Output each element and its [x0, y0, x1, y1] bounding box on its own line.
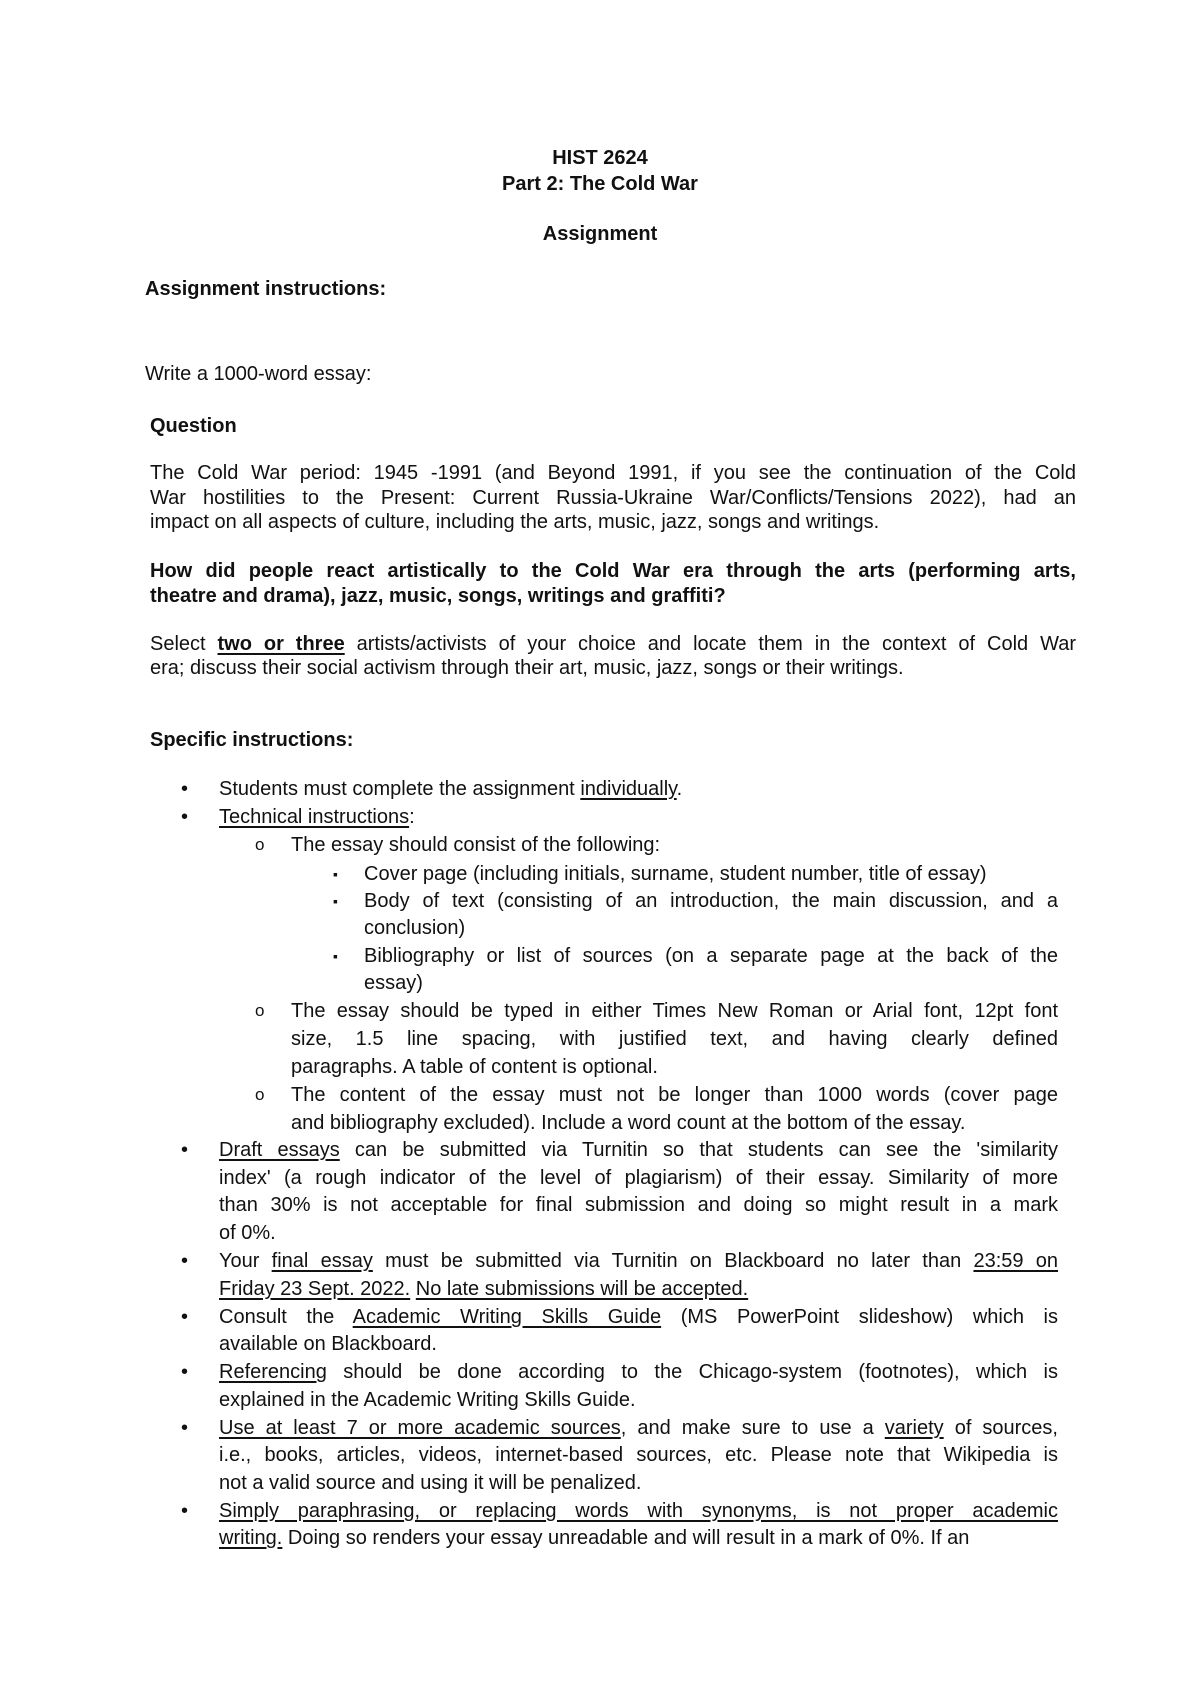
course-code: HIST 2624	[552, 147, 648, 169]
bullet-item: Students must complete the assignment individually.	[219, 778, 683, 800]
bullet-item: i.e., books, articles, videos, internet-based sources, etc. Please note that Wikipedia is	[219, 1444, 1058, 1466]
square-bullet-item: conclusion)	[364, 917, 466, 939]
sub-bullet-item: The content of the essay must not be longer than 1000 words (cover page	[291, 1084, 1058, 1106]
instructions-heading: Assignment instructions:	[145, 278, 387, 300]
document-type: Assignment	[542, 223, 658, 245]
bullet-marker	[181, 1138, 188, 1162]
sub-bullet-item: paragraphs. A table of content is optional.	[291, 1056, 658, 1078]
square-bullet-item: Bibliography or list of sources (on a separate page at the back of the	[364, 945, 1058, 967]
bullet-item: Use at least 7 or more academic sources, and make sure to use a variety of sources,	[219, 1417, 1058, 1439]
sub-bullet-marker	[255, 999, 264, 1023]
square-bullet-marker	[333, 944, 338, 968]
bullet-item: of 0%.	[219, 1222, 276, 1244]
sub-bullet-marker	[255, 1083, 264, 1107]
select-post: artists/activists of your choice and locate them in the context of Cold War	[344, 633, 1076, 655]
part-title: Part 2: The Cold War	[502, 173, 698, 195]
square-bullet-marker	[333, 889, 338, 913]
select-pre: Select	[150, 633, 218, 655]
question-heading: Question	[150, 415, 237, 437]
question-prompt-line: theatre and drama), jazz, music, songs, writings and graffiti?	[150, 585, 726, 607]
square-bullet-item: essay)	[364, 972, 423, 994]
sub-bullet-item: The essay should be typed in either Times New Roman or Arial font, 12pt font	[291, 1000, 1058, 1022]
question-paragraph-line: The Cold War period: 1945 -1991 (and Beyond 1991, if you see the continuation of the Cold	[150, 462, 1076, 484]
bullet-item: index' (a rough indicator of the level of plagiarism) of their essay. Similarity of more	[219, 1167, 1058, 1189]
technical-instructions-text: Technical instructions	[219, 806, 410, 828]
sub-bullet-item: The essay should consist of the following:	[291, 834, 661, 856]
deadline-date-text: Friday 23 Sept. 2022.	[219, 1278, 411, 1300]
writing-guide-text: Academic Writing Skills Guide	[352, 1306, 662, 1328]
task-text: Write a 1000-word essay:	[145, 363, 372, 385]
bullet-marker	[181, 1360, 188, 1384]
square-bullet-item: Cover page (including initials, surname, student number, title of essay)	[364, 863, 987, 885]
bullet-item: Technical instructions:	[219, 806, 415, 828]
bullet-marker	[181, 1499, 188, 1523]
bullet-marker	[181, 805, 188, 829]
individually-text: individually	[580, 778, 677, 800]
square-bullet-marker	[333, 862, 338, 886]
bullet-marker	[181, 777, 188, 801]
bullet-item: Your final essay must be submitted via Turnitin on Blackboard no later than 23:59 on	[219, 1250, 1058, 1272]
bullet-item: not a valid source and using it will be penalized.	[219, 1472, 642, 1494]
bullet-marker	[181, 1249, 188, 1273]
no-late-submissions-text: No late submissions will be accepted.	[415, 1278, 749, 1300]
bullet-item: Referencing should be done according to the Chicago-system (footnotes), which is	[219, 1361, 1058, 1383]
writing-text: writing.	[219, 1527, 283, 1549]
academic-sources-text: Use at least 7 or more academic sources	[219, 1417, 621, 1439]
referencing-text: Referencing	[219, 1361, 327, 1383]
paraphrasing-warning-text: Simply paraphrasing, or replacing words with synonyms, is not proper academic	[219, 1500, 1058, 1522]
bullet-item: explained in the Academic Writing Skills Guide.	[219, 1389, 636, 1411]
deadline-text: 23:59 on	[973, 1250, 1058, 1272]
bullet-marker	[181, 1305, 188, 1329]
bullet-item: Consult the Academic Writing Skills Guide (MS PowerPoint slideshow) which is	[219, 1306, 1059, 1328]
square-bullet-item: Body of text (consisting of an introduction, the main discussion, and a	[364, 890, 1058, 912]
sub-bullet-item: and bibliography excluded). Include a word count at the bottom of the essay.	[291, 1112, 966, 1134]
specific-heading: Specific instructions:	[150, 729, 354, 751]
bullet-item	[219, 1277, 748, 1301]
bullet-marker	[181, 1416, 188, 1440]
select-emphasis: two or three	[217, 633, 345, 655]
sub-bullet-item: size, 1.5 line spacing, with justified text, and having clearly defined	[291, 1028, 1058, 1050]
sub-bullet-marker	[255, 833, 264, 857]
select-artists-line	[150, 632, 1076, 656]
bullet-item: Draft essays can be submitted via Turnitin so that students can see the 'similarity	[219, 1139, 1058, 1161]
final-essay-text: final essay	[271, 1250, 373, 1272]
question-prompt-line: How did people react artistically to the Cold War era through the arts (performing arts,	[150, 560, 1076, 582]
question-paragraph-line: impact on all aspects of culture, including the arts, music, jazz, songs and writings.	[150, 511, 880, 533]
bullet-item: than 30% is not acceptable for final submission and doing so might result in a mark	[219, 1194, 1058, 1216]
bullet-item: available on Blackboard.	[219, 1333, 437, 1355]
variety-text: variety	[884, 1417, 944, 1439]
bullet-item: writing. Doing so renders your essay unreadable and will result in a mark of 0%. If an	[219, 1527, 970, 1549]
question-paragraph-line: War hostilities to the Present: Current Russia-Ukraine War/Conflicts/Tensions 2022), had an	[150, 487, 1076, 509]
draft-essays-text: Draft essays	[219, 1139, 340, 1161]
select-artists-line: era; discuss their social activism through their art, music, jazz, songs or their writings.	[150, 657, 904, 679]
